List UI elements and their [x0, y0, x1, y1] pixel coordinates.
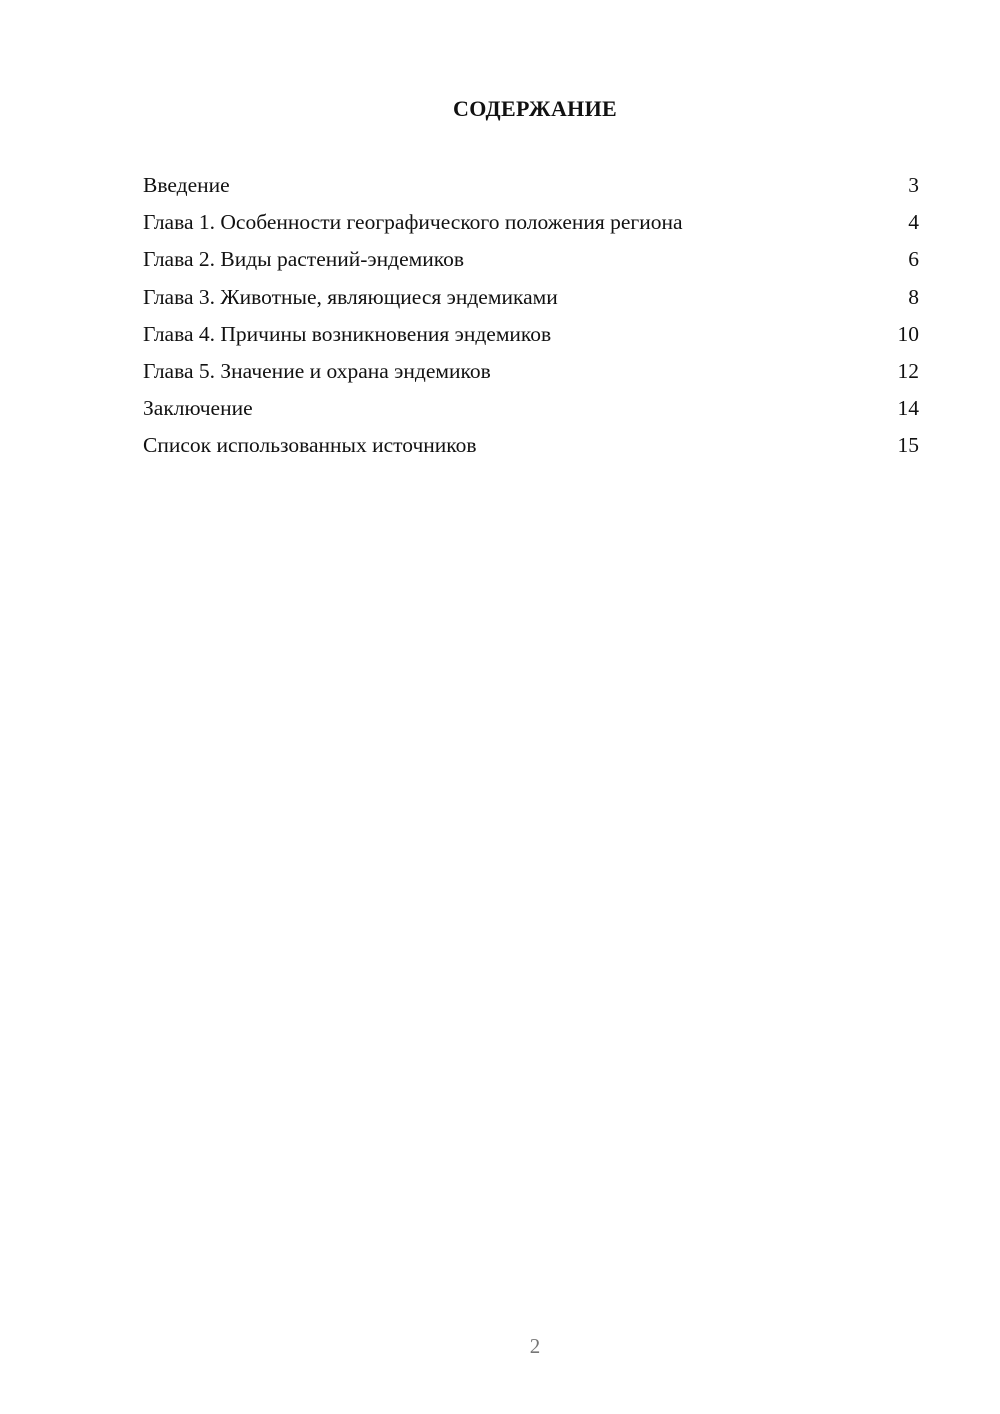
- table-of-contents: [143, 170, 919, 468]
- toc-entry-conclusion: [143, 393, 919, 430]
- toc-entry-label: Список использованных источников: [143, 433, 477, 458]
- toc-entry-label: Глава 3. Животные, являющиеся эндемиками: [143, 284, 558, 309]
- toc-entry-label: Глава 2. Виды растений-эндемиков: [143, 247, 465, 272]
- toc-entry-page: 4: [908, 210, 919, 235]
- toc-entry-chapter-3: [143, 282, 919, 319]
- toc-entry-chapter-1: [143, 207, 919, 244]
- toc-entry-label: Глава 1. Особенности географического положения региона: [143, 210, 683, 235]
- toc-entry-page: 3: [908, 173, 919, 197]
- toc-entry-page: 6: [908, 247, 919, 272]
- toc-entry-chapter-2: [143, 244, 919, 281]
- page-title: СОДЕРЖАНИЕ: [453, 96, 617, 121]
- toc-entry-label: Глава 5. Значение и охрана эндемиков: [143, 358, 491, 383]
- page-number: 2: [529, 1334, 541, 1358]
- toc-entry-label: Заключение: [143, 396, 253, 421]
- toc-entry-label: Глава 4. Причины возникновения эндемиков: [143, 321, 552, 346]
- toc-entry-label: Введение: [143, 173, 230, 197]
- toc-entry-references: [143, 430, 919, 467]
- toc-entry-page: 12: [897, 358, 919, 383]
- toc-entry-page: 14: [897, 396, 919, 421]
- toc-entry-chapter-5: [143, 356, 919, 393]
- toc-entry-page: 15: [897, 433, 919, 458]
- toc-entry-page: 10: [897, 321, 919, 346]
- toc-entry-page: 8: [908, 284, 919, 309]
- toc-entry-introduction: [143, 170, 919, 207]
- toc-entry-chapter-4: [143, 319, 919, 356]
